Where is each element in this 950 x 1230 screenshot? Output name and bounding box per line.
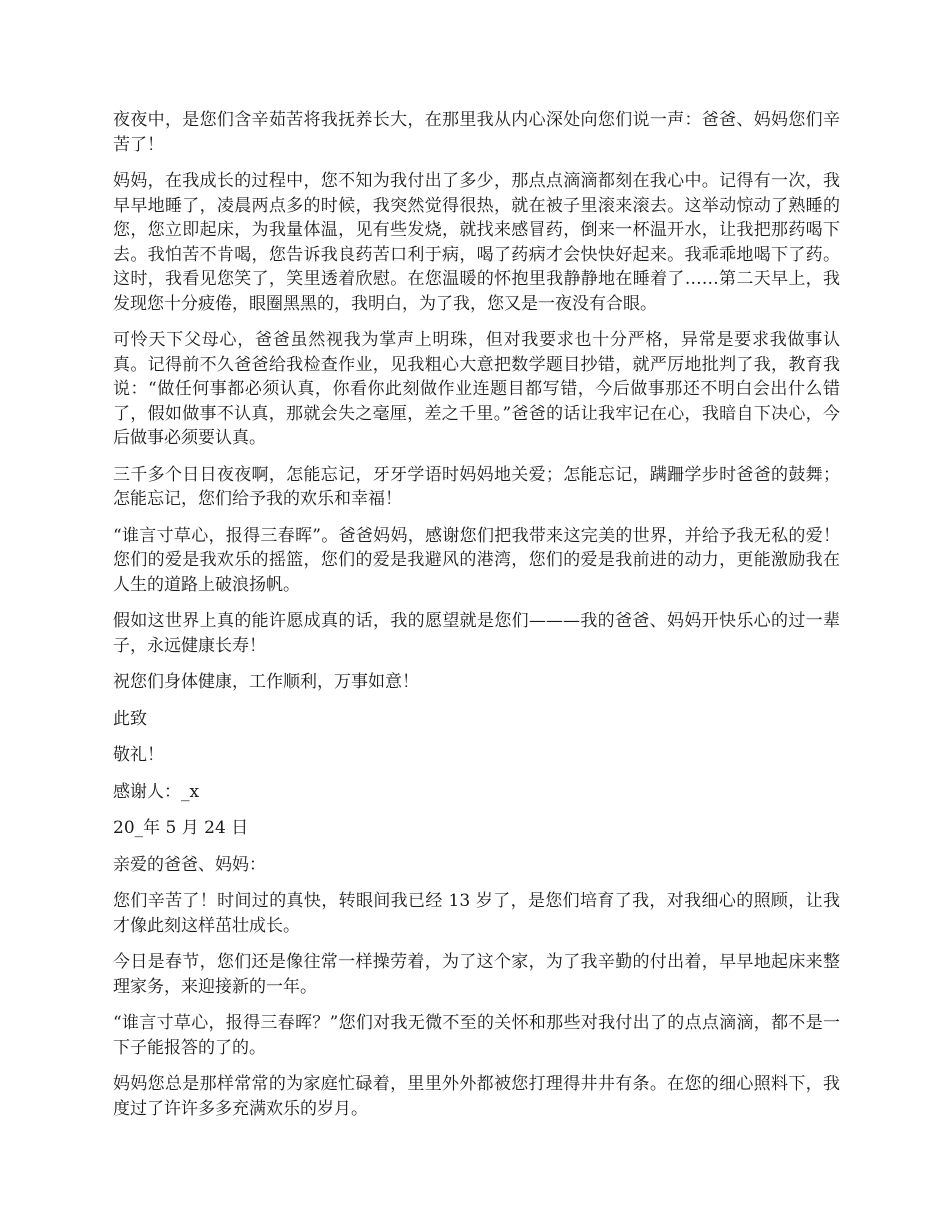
paragraph: 祝您们身体健康，工作顺利，万事如意！ [113,672,419,692]
closing-salute: 敬礼！ [113,745,164,765]
signature: 感谢人：_x [113,781,200,802]
paragraph: 可怜天下父母心，爸爸虽然视我为掌声上明珠，但对我要求也十分严格，异常是要求我做事认真。记得前不久爸爸给我检查作业，见我粗心大意把数学题目抄错，就严厉地批判了我，教育我说：“做任何事都必须认真，你看你此刻做作业连题目都写错，今后做事那还不明白会出什么错了，假如做事不认真，那就会失之毫厘，差之千里。”爸爸的话让我牢记在心，我暗自下决心，今后做事必须要认真。 [113,330,840,448]
paragraph: 妈妈您总是那样常常的为家庭忙碌着，里里外外都被您打理得井井有条。在您的细心照料下，我度过了许许多多充满欢乐的岁月。 [113,1074,840,1119]
paragraph: 妈妈，在我成长的过程中，您不知为我付出了多少，那点点滴滴都刻在我心中。记得有一次，我早早地睡了，凌晨两点多的时候，我突然觉得很热，就在被子里滚来滚去。这举动惊动了熟睡的您，您立即起床，为我量体温，见有些发烧，就找来感冒药，倒来一杯温开水，让我把那药喝下去。我怕苦不肯喝，您告诉我良药苦口利于病，喝了药病才会快快好起来。我乖乖地喝下了药。这时，我看见您笑了，笑里透着欣慰。在您温暖的怀抱里我静静地在睡着了……第二天早上，我发现您十分疲倦，眼圈黑黑的，我明白，为了我，您又是一夜没有合眼。 [113,171,840,314]
salutation: 亲爱的爸爸、妈妈： [113,854,266,875]
paragraph: “谁言寸草心，报得三春晖”。爸爸妈妈，感谢您们把我带来这完美的世界，并给予我无私的爱！您们的爱是我欢乐的摇篮，您们的爱是我避风的港湾，您们的爱是我前进的动力，更能激励我在人生的道路上破浪扬帆。 [113,525,840,595]
paragraph: 三千多个日日夜夜啊，怎能忘记，牙牙学语时妈妈地关爱；怎能忘记，蹒跚学步时爸爸的鼓舞；怎能忘记，您们给予我的欢乐和幸福！ [113,464,840,509]
paragraph: “谁言寸草心，报得三春晖？”您们对我无微不至的关怀和那些对我付出了的点点滴滴，都不是一下子能报答的了的。 [113,1013,840,1058]
paragraph: 您们辛苦了！时间过的真快，转眼间我已经 13 岁了，是您们培育了我，对我细心的照顾，让我才像此刻这样茁壮成长。 [113,891,840,936]
date-line: 20_年 5 月 24 日 [113,818,249,838]
paragraph: 今日是春节，您们还是像往常一样操劳着，为了这个家，为了我辛勤的付出着，早早地起床来整理家务，来迎接新的一年。 [113,952,840,997]
document-body [113,108,840,1133]
closing-line: 此致 [113,708,147,729]
paragraph: 假如这世界上真的能许愿成真的话，我的愿望就是您们———我的爸爸、妈妈开快乐心的过一辈子，永远健康长寿！ [113,611,840,656]
paragraph: 夜夜中，是您们含辛茹苦将我抚养长大，在那里我从内心深处向您们说一声：爸爸、妈妈您们辛苦了！ [113,110,840,155]
